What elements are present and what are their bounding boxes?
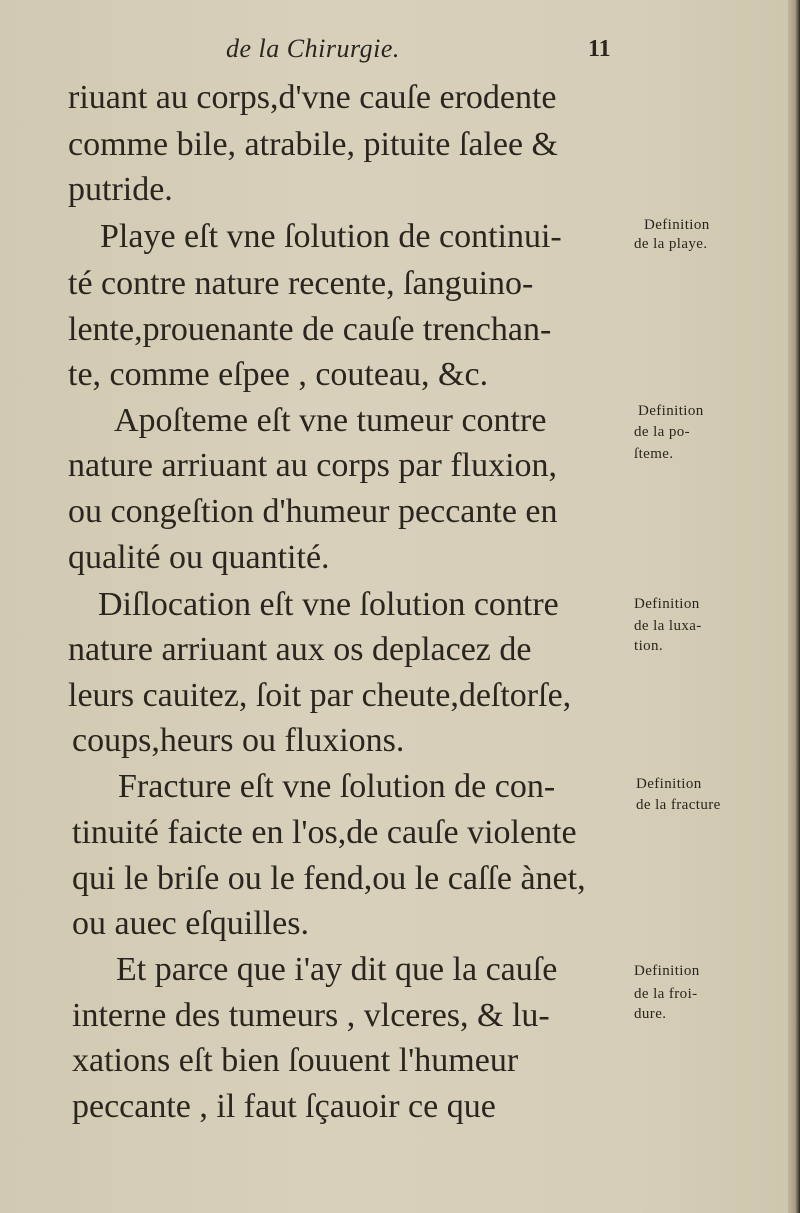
page-number: 11 xyxy=(588,36,611,62)
text-line: Et parce que i'ay dit que la cauſe xyxy=(116,951,558,988)
text-line: Playe eſt vne ſolution de continui- xyxy=(100,218,562,255)
margin-note: de la luxa- xyxy=(634,618,702,634)
text-line: nature arriuant aux os deplacez de xyxy=(68,631,532,668)
margin-note: de la froi- xyxy=(634,986,698,1002)
text-line: leurs cauitez, ſoit par cheute,deſtorſe, xyxy=(68,677,572,714)
text-line: Apoſteme eſt vne tumeur contre xyxy=(114,402,547,439)
text-line: Fracture eſt vne ſolution de con- xyxy=(118,768,556,805)
text-line: comme bile, atrabile, pituite ſalee & xyxy=(68,126,558,163)
text-line: Diſlocation eſt vne ſolution contre xyxy=(98,586,559,623)
margin-note: Definition xyxy=(634,596,700,612)
margin-note: Definition xyxy=(636,776,702,792)
text-line: interne des tumeurs , vlceres, & lu- xyxy=(72,997,550,1034)
text-line: coups,heurs ou fluxions. xyxy=(72,722,405,759)
margin-note: de la po- xyxy=(634,424,691,440)
text-line: nature arriuant au corps par fluxion, xyxy=(68,447,558,484)
margin-note: dure. xyxy=(634,1006,667,1022)
margin-note: ſteme. xyxy=(634,446,674,462)
text-line: qui le briſe ou le fend,ou le caſſe ànet, xyxy=(72,860,586,897)
margin-note: Definition xyxy=(634,963,700,979)
text-line: ou congeſtion d'humeur peccante en xyxy=(68,493,558,530)
text-line: té contre nature recente, ſanguino- xyxy=(68,265,534,302)
text-line: tinuité faicte en l'os,de cauſe violente xyxy=(72,814,577,851)
margin-note: de la fracture xyxy=(636,797,721,813)
margin-note: tion. xyxy=(634,638,664,654)
text-line: putride. xyxy=(68,171,173,208)
text-line: ou auec eſquilles. xyxy=(72,905,309,942)
margin-note: Definition xyxy=(638,403,704,419)
binding-gutter xyxy=(788,0,800,1213)
text-line: qualité ou quantité. xyxy=(68,539,330,576)
text-line: riuant au corps,d'vne cauſe erodente xyxy=(68,79,557,116)
text-line: lente,prouenante de cauſe trenchan- xyxy=(68,311,552,348)
text-line: te, comme eſpee , couteau, &c. xyxy=(68,356,489,393)
running-title: de la Chirurgie. xyxy=(226,34,400,63)
text-line: peccante , il faut ſçauoir ce que xyxy=(72,1088,496,1125)
margin-note: de la playe. xyxy=(634,236,708,252)
text-line: xations eſt bien ſouuent l'humeur xyxy=(72,1042,519,1079)
margin-note: Definition xyxy=(644,217,710,233)
